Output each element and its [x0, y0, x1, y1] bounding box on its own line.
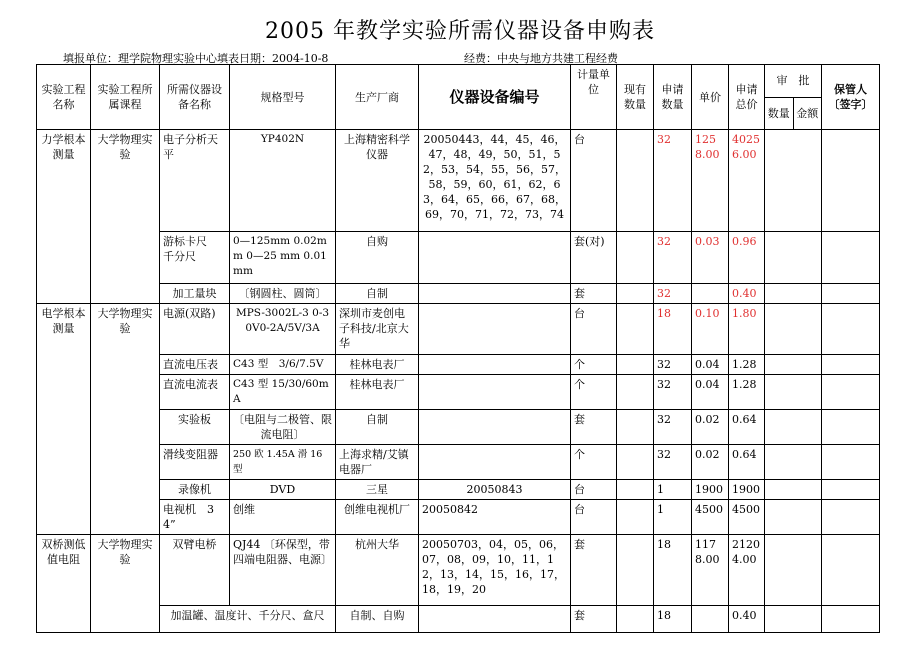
cell-unit: 个: [571, 355, 617, 375]
cell-keeper: [822, 355, 880, 375]
cell-qty: 32: [654, 284, 692, 304]
cell-spec: C43 型 3/6/7.5V: [230, 355, 336, 375]
cell-have: [617, 500, 654, 535]
header-approval: [765, 65, 822, 130]
cell-price: 0.03: [692, 232, 729, 284]
cell-approval: [765, 500, 822, 535]
cell-price: 0.10: [692, 304, 729, 355]
cell-qty: 32: [654, 232, 692, 284]
cell-project: 双桥测低值电阻: [37, 535, 91, 633]
cell-have: [617, 535, 654, 606]
cell-qty: 18: [654, 304, 692, 355]
cell-keeper: [822, 535, 880, 606]
cell-approval: [765, 480, 822, 500]
keeper-sign: 〔签字〕: [828, 98, 873, 111]
header-price: 单价: [692, 65, 729, 130]
cell-unit: 套: [571, 410, 617, 445]
table-row: [37, 375, 880, 410]
cell-keeper: [822, 500, 880, 535]
table-row: [37, 304, 880, 355]
cell-total: 0.96: [729, 232, 765, 284]
approval-label: 审 批: [765, 65, 821, 97]
cell-code: [419, 410, 571, 445]
cell-price: 0.02: [692, 445, 729, 480]
cell-price: 1900: [692, 480, 729, 500]
cell-qty: 32: [654, 375, 692, 410]
cell-keeper: [822, 410, 880, 445]
header-code: 仪器设备编号: [419, 65, 571, 130]
cell-code: [419, 445, 571, 480]
cell-code: [419, 304, 571, 355]
cell-unit: 套: [571, 606, 617, 633]
cell-approval: [765, 535, 822, 606]
cell-keeper: [822, 480, 880, 500]
cell-unit: 个: [571, 445, 617, 480]
header-qty: 申请数量: [654, 65, 692, 130]
cell-spec: 0—125mm 0.02mm 0—25 mm 0.01mm: [230, 232, 336, 284]
cell-keeper: [822, 375, 880, 410]
cell-spec: MPS-3002L-3 0-30V0-2A/5V/3A: [230, 304, 336, 355]
cell-price: 4500: [692, 500, 729, 535]
cell-equipment: 加温罐、温度计、千分尺、盒尺: [160, 606, 336, 633]
table-row: [37, 284, 880, 304]
cell-maker: 桂林电表厂: [336, 355, 419, 375]
page-title: 2005 年教学实验所需仪器设备申购表: [265, 19, 655, 44]
cell-qty: 32: [654, 410, 692, 445]
cell-have: [617, 232, 654, 284]
cell-equipment: 直流电流表: [160, 375, 230, 410]
table-row: [37, 535, 880, 606]
cell-equipment: 电子分析天平: [160, 130, 230, 232]
table-row: [37, 130, 880, 232]
cell-maker: 三星: [336, 480, 419, 500]
cell-maker: 创维电视机厂: [336, 500, 419, 535]
cell-spec: C43 型 15/30/60mA: [230, 375, 336, 410]
cell-spec: YP402N: [230, 130, 336, 232]
cell-code: [419, 232, 571, 284]
cell-code: [419, 606, 571, 633]
purchase-table: [36, 64, 880, 633]
cell-equipment: 电视机 34”: [160, 500, 230, 535]
header-course: 实验工程所属课程: [91, 65, 160, 130]
cell-price: 0.04: [692, 375, 729, 410]
header-spec: 规格型号: [230, 65, 336, 130]
table-row: [37, 355, 880, 375]
cell-unit: 台: [571, 304, 617, 355]
cell-course: 大学物理实验: [91, 130, 160, 304]
cell-have: [617, 606, 654, 633]
header-keeper: [822, 65, 880, 130]
cell-qty: 1: [654, 480, 692, 500]
cell-price: 0.02: [692, 410, 729, 445]
header-total: 申请总价: [729, 65, 765, 130]
header-maker: 生产厂商: [336, 65, 419, 130]
cell-total: 0.40: [729, 284, 765, 304]
cell-maker: 自制、自购: [336, 606, 419, 633]
cell-spec: 创维: [230, 500, 336, 535]
cell-total: 0.64: [729, 445, 765, 480]
cell-equipment: 游标卡尺 千分尺: [160, 232, 230, 284]
cell-qty: 18: [654, 535, 692, 606]
cell-maker: 自制: [336, 410, 419, 445]
table-row: [37, 480, 880, 500]
cell-approval: [765, 232, 822, 284]
cell-total: 1900: [729, 480, 765, 500]
cell-unit: 台: [571, 480, 617, 500]
cell-maker: 自购: [336, 232, 419, 284]
cell-total: 4500: [729, 500, 765, 535]
approval-amount: 金额: [796, 106, 819, 120]
cell-keeper: [822, 304, 880, 355]
cell-have: [617, 375, 654, 410]
cell-qty: 32: [654, 130, 692, 232]
cell-have: [617, 355, 654, 375]
table-row: [37, 500, 880, 535]
cell-code: 20050443，44，45，46，47，48，49，50，51，52，53，54，55，56，57，58，59，60，61，62，63，64，65，66，67，68，69，70，71，72，73，74: [419, 130, 571, 232]
table-row: [37, 410, 880, 445]
cell-code: 20050842: [419, 500, 571, 535]
cell-have: [617, 445, 654, 480]
cell-code: [419, 355, 571, 375]
cell-maker: 上海求精/艾镇电器厂: [336, 445, 419, 480]
cell-spec: 〔电阻与二极管、限流电阻〕: [230, 410, 336, 445]
fill-unit-date: 填报单位：理学院物理实验中心填表日期：2004-10-8: [63, 52, 329, 65]
cell-have: [617, 304, 654, 355]
cell-unit: 套: [571, 535, 617, 606]
cell-price: [692, 284, 729, 304]
keeper-label: 保管人: [834, 83, 867, 96]
cell-unit: 个: [571, 375, 617, 410]
cell-total: 1.80: [729, 304, 765, 355]
cell-spec: 〔钢圆柱、圆筒〕: [230, 284, 336, 304]
cell-unit: 台: [571, 130, 617, 232]
cell-price: 1258.00: [692, 130, 729, 232]
cell-approval: [765, 130, 822, 232]
cell-qty: 1: [654, 500, 692, 535]
cell-price: [692, 606, 729, 633]
cell-maker: 杭州大华: [336, 535, 419, 606]
cell-have: [617, 284, 654, 304]
cell-code: 20050843: [419, 480, 571, 500]
approval-qty: 数量: [765, 97, 793, 129]
cell-keeper: [822, 284, 880, 304]
cell-unit: 台: [571, 500, 617, 535]
cell-have: [617, 410, 654, 445]
header-have: 现有数量: [617, 65, 654, 130]
cell-approval: [765, 304, 822, 355]
cell-total: 1.28: [729, 355, 765, 375]
cell-total: 1.28: [729, 375, 765, 410]
cell-code: [419, 284, 571, 304]
cell-approval: [765, 606, 822, 633]
cell-maker: 上海精密科学仪器: [336, 130, 419, 232]
cell-equipment: 直流电压表: [160, 355, 230, 375]
cell-total: 0.40: [729, 606, 765, 633]
cell-keeper: [822, 606, 880, 633]
cell-have: [617, 130, 654, 232]
cell-approval: [765, 284, 822, 304]
cell-maker: 自制: [336, 284, 419, 304]
cell-keeper: [822, 130, 880, 232]
cell-price: 1178.00: [692, 535, 729, 606]
cell-qty: 32: [654, 445, 692, 480]
cell-maker: 桂林电表厂: [336, 375, 419, 410]
cell-equipment: 录像机: [160, 480, 230, 500]
cell-qty: 18: [654, 606, 692, 633]
cell-equipment: 实验板: [160, 410, 230, 445]
table-row: [37, 606, 880, 633]
cell-equipment: 滑线变阻器: [160, 445, 230, 480]
table-row: [37, 232, 880, 284]
fund-source: 经费：中央与地方共建工程经费: [464, 52, 618, 65]
cell-total: 0.64: [729, 410, 765, 445]
cell-total: 21204.00: [729, 535, 765, 606]
cell-total: 40256.00: [729, 130, 765, 232]
cell-code: 20050703，04，05，06，07，08，09，10，11，12，13，14，15，16，17，18，19，20: [419, 535, 571, 606]
cell-equipment: 电源(双路): [160, 304, 230, 355]
cell-approval: [765, 375, 822, 410]
cell-qty: 32: [654, 355, 692, 375]
cell-approval: [765, 410, 822, 445]
cell-approval: [765, 445, 822, 480]
cell-spec: QJ44 〔环保型，带四端电阻器、电源〕: [230, 535, 336, 606]
cell-course: 大学物理实验: [91, 304, 160, 535]
cell-keeper: [822, 445, 880, 480]
cell-course: 大学物理实验: [91, 535, 160, 633]
header-equipment: 所需仪器设备名称: [160, 65, 230, 130]
cell-project: 力学根本测量: [37, 130, 91, 304]
cell-project: 电学根本测量: [37, 304, 91, 535]
cell-price: 0.04: [692, 355, 729, 375]
header-unit: 计量单位: [571, 65, 617, 130]
cell-have: [617, 480, 654, 500]
cell-equipment: 加工量块: [160, 284, 230, 304]
cell-keeper: [822, 232, 880, 284]
header-row: [37, 65, 880, 130]
cell-approval: [765, 355, 822, 375]
header-project: 实验工程名称: [37, 65, 91, 130]
cell-unit: 套(对): [571, 232, 617, 284]
approval-subtable: [765, 65, 821, 129]
cell-code: [419, 375, 571, 410]
cell-spec: DVD: [230, 480, 336, 500]
cell-spec: 250 欧 1.45A 滑 16 型: [230, 445, 336, 480]
cell-unit: 套: [571, 284, 617, 304]
cell-equipment: 双臂电桥: [160, 535, 230, 606]
cell-maker: 深圳市麦创电子科技/北京大华: [336, 304, 419, 355]
table-row: [37, 445, 880, 480]
